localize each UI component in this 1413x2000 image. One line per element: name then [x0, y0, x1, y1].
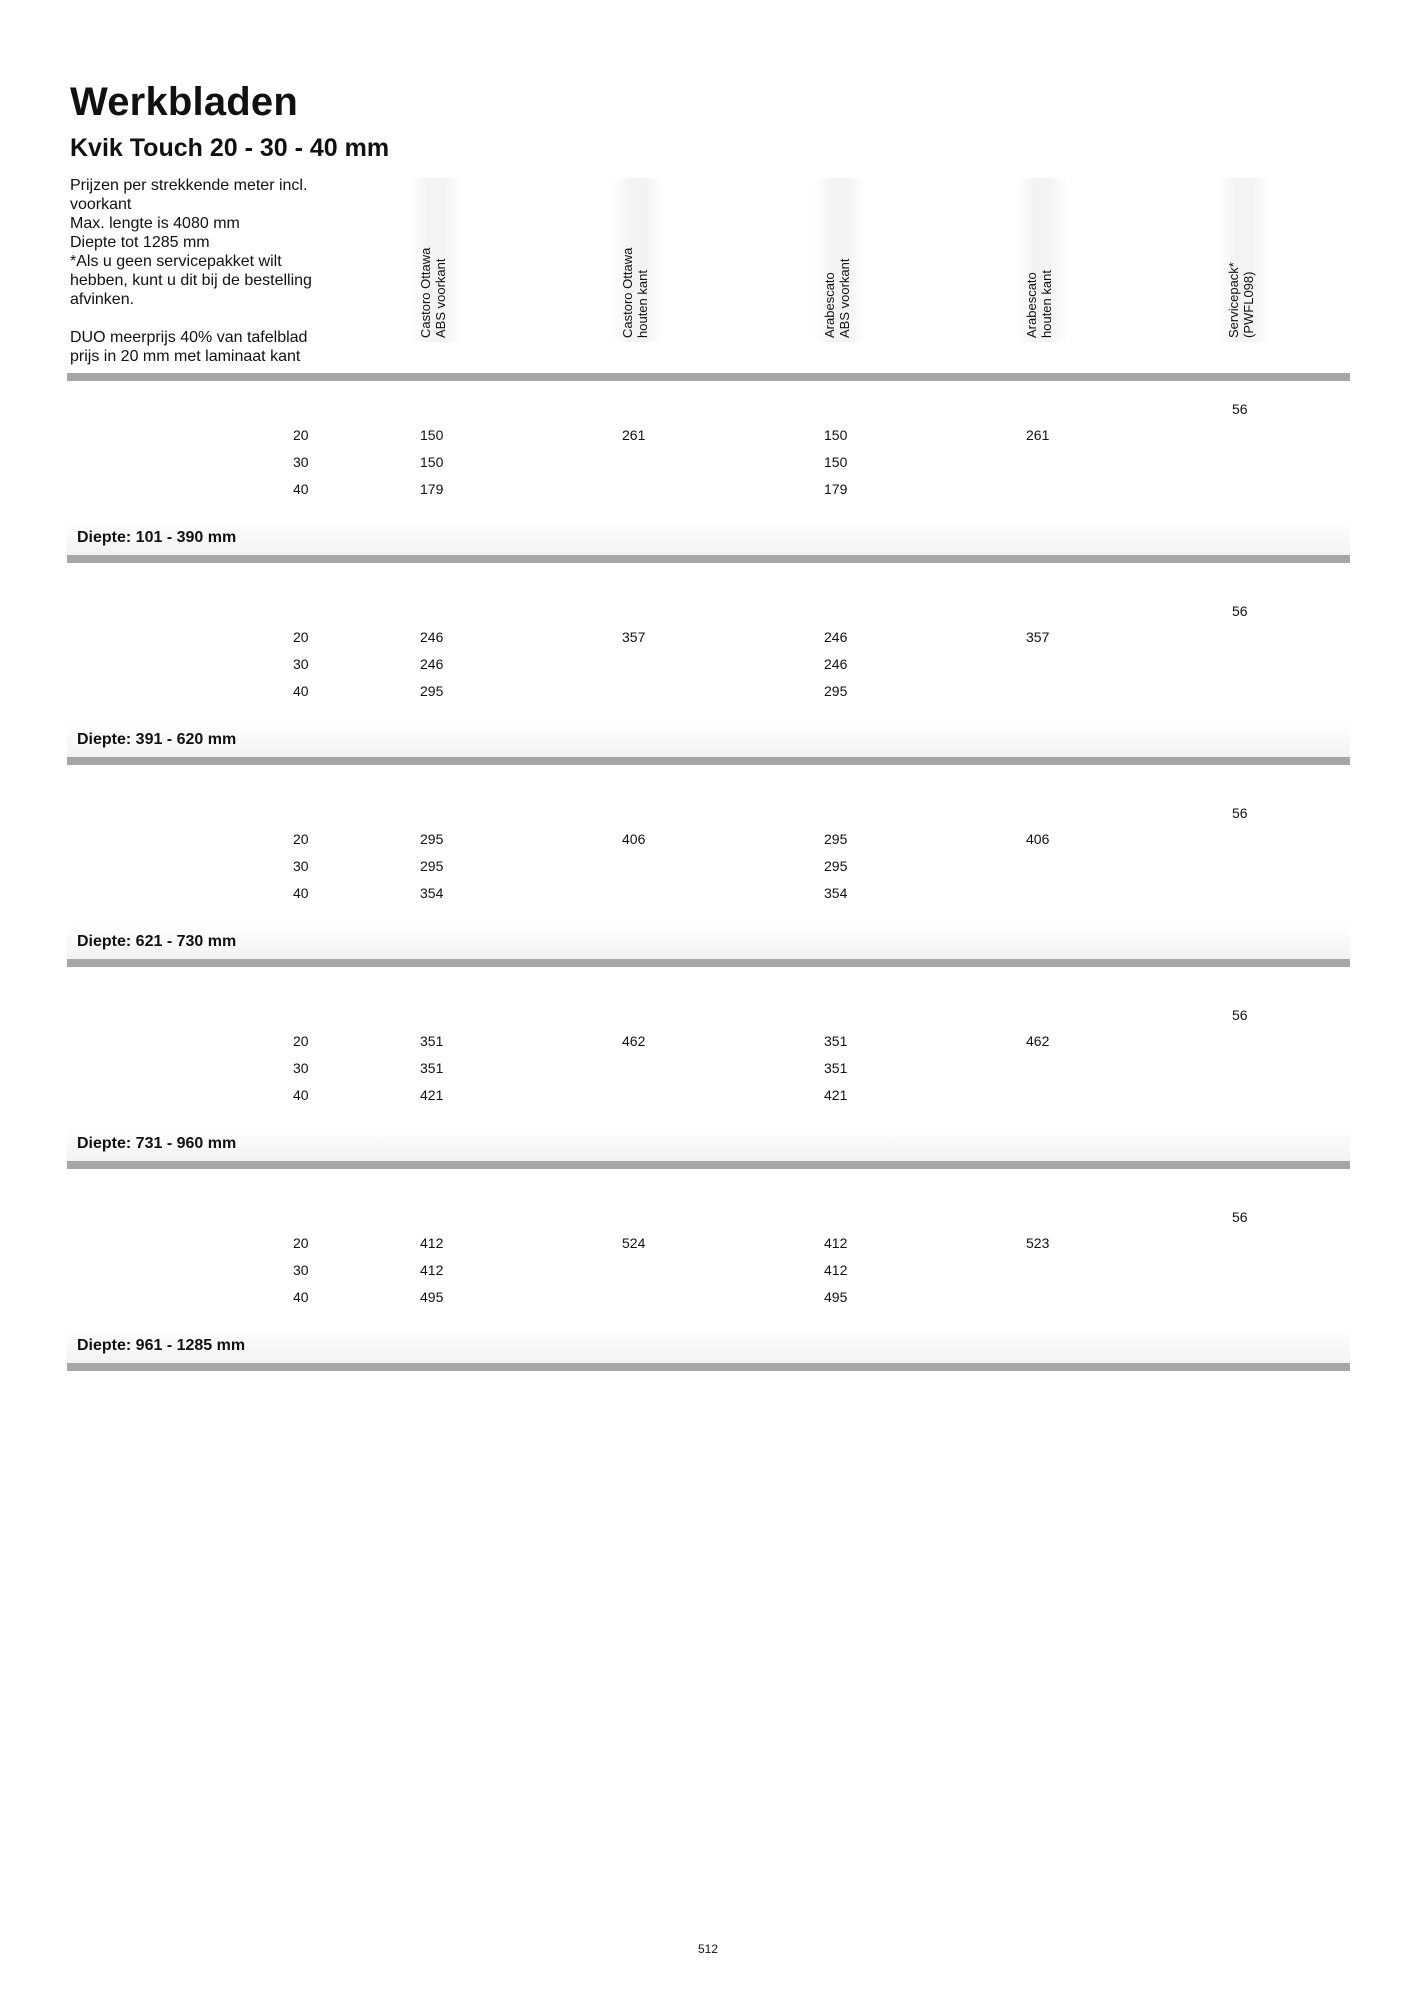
price-cell: 261 [622, 427, 646, 443]
price-cell: 246 [420, 629, 444, 645]
section-divider [67, 1161, 1350, 1169]
servicepack-price: 56 [1232, 1007, 1248, 1023]
column-header-line2: houten kant [1039, 270, 1054, 338]
intro-line: prijs in 20 mm met laminaat kant [70, 348, 301, 365]
column-header-line2: houten kant [635, 270, 650, 338]
servicepack-price: 56 [1232, 805, 1248, 821]
intro-notes [70, 176, 360, 366]
price-cell: 495 [824, 1289, 848, 1305]
column-header-text [822, 178, 852, 338]
price-cell: 295 [420, 683, 444, 699]
section-label-row [67, 1329, 1350, 1363]
price-cell: 354 [824, 885, 848, 901]
price-cell: 179 [824, 481, 848, 497]
section-label-row [67, 521, 1350, 555]
price-cell: 295 [824, 858, 848, 874]
page-title: Werkbladen [70, 80, 298, 124]
column-header [410, 178, 462, 342]
column-header [612, 178, 664, 342]
section-label-row [67, 723, 1350, 757]
column-header [1218, 178, 1270, 342]
intro-line: Diepte tot 1285 mm [70, 234, 210, 251]
price-cell: 412 [420, 1262, 444, 1278]
section-divider [67, 959, 1350, 967]
price-cell: 150 [420, 427, 444, 443]
section-label: Diepte: 391 - 620 mm [77, 731, 237, 748]
servicepack-price: 56 [1232, 603, 1248, 619]
thickness-value: 20 [293, 1235, 309, 1251]
price-cell: 261 [1026, 427, 1050, 443]
thickness-value: 40 [293, 885, 309, 901]
intro-line [70, 309, 360, 328]
column-header-text [1024, 178, 1054, 338]
price-cell: 412 [420, 1235, 444, 1251]
column-header-line1: Servicepack* [1226, 262, 1241, 338]
column-header-text [1226, 178, 1256, 338]
intro-line: hebben, kunt u dit bij de bestelling [70, 272, 312, 289]
column-header-line1: Arabescato [1024, 272, 1039, 338]
price-cell: 295 [420, 831, 444, 847]
thickness-value: 20 [293, 1033, 309, 1049]
price-cell: 412 [824, 1235, 848, 1251]
price-cell: 524 [622, 1235, 646, 1251]
price-cell: 357 [622, 629, 646, 645]
section-label-row [67, 1127, 1350, 1161]
price-cell: 150 [420, 454, 444, 470]
section-divider [67, 757, 1350, 765]
price-cell: 246 [824, 629, 848, 645]
column-header-line2: (PWFL098) [1241, 271, 1256, 338]
price-cell: 421 [420, 1087, 444, 1103]
thickness-value: 40 [293, 683, 309, 699]
intro-line: DUO meerprijs 40% van tafelblad [70, 329, 308, 346]
intro-line: Prijzen per strekkende meter incl. [70, 177, 308, 194]
price-cell: 357 [1026, 629, 1050, 645]
servicepack-price: 56 [1232, 1209, 1248, 1225]
price-cell: 150 [824, 454, 848, 470]
price-cell: 150 [824, 427, 848, 443]
column-header-line2: ABS voorkant [433, 258, 448, 338]
thickness-value: 40 [293, 481, 309, 497]
price-cell: 295 [420, 858, 444, 874]
price-cell: 246 [824, 656, 848, 672]
intro-line: Max. lengte is 4080 mm [70, 215, 240, 232]
column-header-line1: Arabescato [822, 272, 837, 338]
thickness-value: 40 [293, 1289, 309, 1305]
price-cell: 462 [1026, 1033, 1050, 1049]
thickness-value: 30 [293, 454, 309, 470]
intro-line: voorkant [70, 196, 132, 213]
price-cell: 421 [824, 1087, 848, 1103]
column-header-text [620, 178, 650, 338]
thickness-value: 30 [293, 1262, 309, 1278]
section-divider [67, 1363, 1350, 1371]
price-cell: 351 [824, 1060, 848, 1076]
page-number: 512 [698, 1942, 719, 1956]
column-header-line1: Castoro Ottawa [620, 247, 635, 338]
section-label: Diepte: 101 - 390 mm [77, 529, 237, 546]
price-cell: 412 [824, 1262, 848, 1278]
price-cell: 295 [824, 831, 848, 847]
price-cell: 351 [420, 1060, 444, 1076]
intro-line: *Als u geen servicepakket wilt [70, 253, 282, 270]
section-label: Diepte: 731 - 960 mm [77, 1135, 237, 1152]
thickness-value: 30 [293, 1060, 309, 1076]
thickness-value: 40 [293, 1087, 309, 1103]
column-header [1016, 178, 1068, 342]
column-header [814, 178, 866, 342]
price-cell: 295 [824, 683, 848, 699]
intro-line: afvinken. [70, 291, 135, 308]
thickness-value: 20 [293, 427, 309, 443]
column-header-line2: ABS voorkant [837, 258, 852, 338]
price-cell: 523 [1026, 1235, 1050, 1251]
price-cell: 179 [420, 481, 444, 497]
price-cell: 354 [420, 885, 444, 901]
thickness-value: 20 [293, 629, 309, 645]
column-header-text [418, 178, 448, 338]
thickness-value: 30 [293, 656, 309, 672]
servicepack-price: 56 [1232, 401, 1248, 417]
thickness-value: 30 [293, 858, 309, 874]
price-cell: 351 [420, 1033, 444, 1049]
price-cell: 246 [420, 656, 444, 672]
column-header-line1: Castoro Ottawa [418, 247, 433, 338]
thickness-value: 20 [293, 831, 309, 847]
page-subtitle: Kvik Touch 20 - 30 - 40 mm [70, 134, 390, 162]
price-cell: 495 [420, 1289, 444, 1305]
section-label-row [67, 925, 1350, 959]
price-cell: 406 [1026, 831, 1050, 847]
header-divider [67, 373, 1350, 381]
section-label: Diepte: 961 - 1285 mm [77, 1337, 246, 1354]
section-label: Diepte: 621 - 730 mm [77, 933, 237, 950]
price-cell: 406 [622, 831, 646, 847]
price-cell: 462 [622, 1033, 646, 1049]
section-divider [67, 555, 1350, 563]
price-cell: 351 [824, 1033, 848, 1049]
